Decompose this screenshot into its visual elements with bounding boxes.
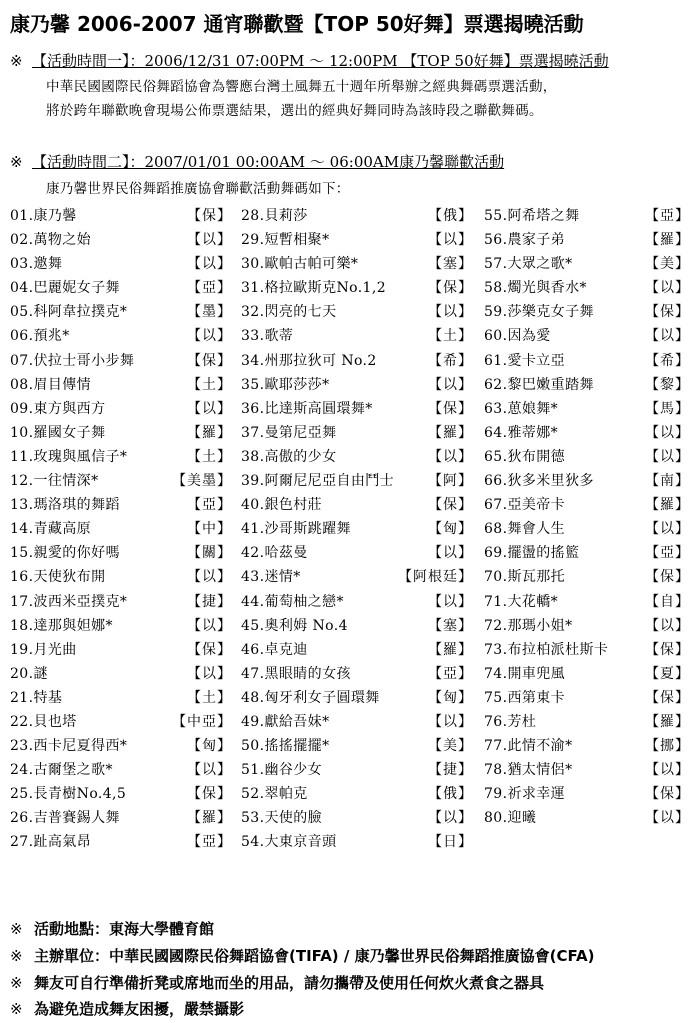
dance-origin-tag: 【以】	[187, 328, 232, 345]
dance-origin-tag: 【南】	[645, 473, 690, 490]
dance-name: 62.黎巴嫩重踏舞	[484, 376, 594, 393]
dance-name: 15.親愛的你好嗎	[10, 545, 120, 562]
dance-name: 19.月光曲	[10, 641, 77, 658]
dance-origin-tag: 【以】	[428, 448, 473, 465]
dance-origin-tag: 【保】	[645, 304, 690, 321]
dance-origin-tag: 【以】	[428, 304, 473, 321]
section-2-intro: 康乃馨世界民俗舞蹈推廣協會聯歡活動舞碼如下：	[46, 181, 350, 197]
dance-origin-tag: 【夏】	[645, 665, 690, 682]
dance-origin-tag: 【以】	[428, 810, 473, 827]
dance-name: 13.瑪洛琪的舞蹈	[10, 497, 120, 514]
dance-origin-tag: 【羅】	[187, 810, 232, 827]
dance-origin-tag: 【日】	[428, 834, 473, 851]
dance-origin-tag: 【以】	[428, 376, 473, 393]
dance-name: 30.歐帕古帕可樂*	[241, 256, 359, 273]
reference-mark: ※	[10, 52, 23, 70]
dance-name: 68.舞會人生	[484, 521, 566, 538]
dance-name: 18.達那與妲娜*	[10, 617, 113, 634]
dance-name: 08.眉目傳情	[10, 376, 92, 393]
footer-venue	[10, 918, 214, 939]
dance-name: 46.卓克迪	[241, 641, 308, 658]
dance-name: 39.阿爾尼尼亞自由鬥士	[241, 473, 395, 490]
dance-name: 49.獻給吾妹*	[241, 713, 330, 730]
dance-origin-tag: 【以】	[645, 448, 690, 465]
dance-origin-tag: 【中亞】	[172, 713, 232, 730]
dance-origin-tag: 【羅】	[428, 424, 473, 441]
dance-name: 57.大眾之歌*	[484, 256, 573, 273]
dance-name: 51.幽谷少女	[241, 762, 323, 779]
dance-origin-tag: 【以】	[428, 232, 473, 249]
dance-origin-tag: 【塞】	[428, 617, 473, 634]
dance-origin-tag: 【美墨】	[172, 473, 232, 490]
dance-origin-tag: 【保】	[187, 208, 232, 224]
dance-origin-tag: 【以】	[187, 400, 232, 417]
dance-name: 53.天使的臉	[241, 810, 323, 827]
dance-origin-tag: 【亞】	[187, 497, 232, 514]
reference-mark: ※	[10, 974, 23, 992]
dance-origin-tag: 【俄】	[428, 208, 473, 224]
dance-name: 06.預兆*	[10, 328, 70, 345]
dance-name: 21.特基	[10, 689, 63, 706]
dance-origin-tag: 【以】	[428, 593, 473, 610]
dance-origin-tag: 【自】	[645, 593, 690, 610]
dance-origin-tag: 【羅】	[428, 641, 473, 658]
dance-origin-tag: 【以】	[187, 569, 232, 586]
dance-name: 48.匈牙利女子圓環舞	[241, 689, 380, 706]
dance-name: 72.那瑪小姐*	[484, 617, 573, 634]
dance-name: 44.葡萄柚之戀*	[241, 593, 344, 610]
dance-origin-tag: 【以】	[187, 617, 232, 634]
footer-venue-text: 活動地點：東海大學體育館	[34, 920, 215, 938]
dance-name: 11.玫瑰與風信子*	[10, 448, 128, 465]
dance-name: 27.趾高氣昂	[10, 834, 92, 851]
dance-origin-tag: 【俄】	[428, 786, 473, 803]
dance-origin-tag: 【墨】	[187, 304, 232, 321]
dance-name: 47.黑眼睛的女孩	[241, 665, 351, 682]
dance-name: 52.翠帕克	[241, 786, 308, 803]
dance-name: 79.祈求幸運	[484, 786, 566, 803]
footer-notice-seating	[10, 972, 544, 993]
dance-name: 78.猶太情侶*	[484, 762, 573, 779]
dance-origin-tag: 【以】	[187, 762, 232, 779]
dance-origin-tag: 【美】	[645, 256, 690, 273]
dance-name: 02.萬物之始	[10, 232, 92, 249]
dance-origin-tag: 【匈】	[428, 521, 473, 538]
dance-name: 37.曼第尼亞舞	[241, 424, 337, 441]
dance-name: 28.貝莉莎	[241, 208, 308, 224]
dance-name: 75.西第東卡	[484, 689, 566, 706]
section-1-heading-text: 【活動時間一】：2006/12/31 07:00PM ～ 12:00PM 【TOP 50好舞】票選揭曉活動	[32, 52, 609, 70]
dance-origin-tag: 【保】	[187, 786, 232, 803]
dance-name: 70.斯瓦那托	[484, 569, 566, 586]
dance-origin-tag: 【以】	[187, 665, 232, 682]
dance-origin-tag: 【保】	[428, 280, 473, 297]
dance-origin-tag: 【羅】	[645, 713, 690, 730]
dance-name: 55.阿希塔之舞	[484, 208, 580, 224]
dance-origin-tag: 【中】	[187, 521, 232, 538]
dance-name: 61.愛卡立亞	[484, 352, 566, 369]
dance-name: 35.歐耶莎莎*	[241, 376, 330, 393]
reference-mark: ※	[10, 920, 23, 938]
dance-origin-tag: 【黎】	[645, 376, 690, 393]
dance-origin-tag: 【土】	[428, 328, 473, 345]
footer-notice-seating-text: 舞友可自行準備折凳或席地而坐的用品，請勿攜帶及使用任何炊火煮食之器具	[34, 974, 545, 992]
dance-name: 26.吉普賽錫人舞	[10, 810, 120, 827]
dance-origin-tag: 【希】	[428, 352, 473, 369]
dance-name: 66.狄多米里狄多	[484, 473, 594, 490]
dance-name: 63.葸娘舞*	[484, 400, 559, 417]
dance-origin-tag: 【土】	[187, 689, 232, 706]
footer-notice-photography-text: 為避免造成舞友困擾，嚴禁攝影	[34, 1000, 245, 1018]
dance-origin-tag: 【以】	[645, 328, 690, 345]
dance-origin-tag: 【羅】	[187, 424, 232, 441]
dance-origin-tag: 【亞】	[645, 545, 690, 562]
dance-origin-tag: 【以】	[645, 280, 690, 297]
dance-origin-tag: 【保】	[428, 497, 473, 514]
dance-name: 04.巴麗妮女子舞	[10, 280, 120, 297]
dance-name: 22.貝也塔	[10, 713, 77, 730]
dance-origin-tag: 【捷】	[187, 593, 232, 610]
dance-origin-tag: 【羅】	[645, 497, 690, 514]
dance-name: 24.古爾堡之歌*	[10, 762, 113, 779]
dance-origin-tag: 【馬】	[645, 400, 690, 417]
dance-name: 59.莎樂克女子舞	[484, 304, 594, 321]
dance-name: 14.青藏高原	[10, 521, 92, 538]
dance-origin-tag: 【保】	[187, 352, 232, 369]
dance-name: 42.哈茲曼	[241, 545, 308, 562]
reference-mark: ※	[10, 1000, 23, 1018]
dance-origin-tag: 【以】	[428, 713, 473, 730]
dance-name: 41.沙哥斯跳躍舞	[241, 521, 351, 538]
dance-origin-tag: 【保】	[645, 786, 690, 803]
dance-name: 58.燭光與香水*	[484, 280, 587, 297]
dance-name: 80.迎曦	[484, 810, 537, 827]
dance-origin-tag: 【阿】	[428, 473, 473, 490]
dance-origin-tag: 【羅】	[645, 232, 690, 249]
dance-origin-tag: 【挪】	[645, 738, 690, 755]
dance-origin-tag: 【亞】	[187, 280, 232, 297]
dance-name: 40.銀色村莊	[241, 497, 323, 514]
dance-name: 50.搖搖擺擺*	[241, 738, 330, 755]
section-2-heading-text: 【活動時間二】：2007/01/01 00:00AM ～ 06:00AM康乃馨聯歡活動	[32, 153, 505, 171]
dance-name: 25.長青樹No.4,5	[10, 786, 127, 803]
section-1-heading	[10, 50, 609, 71]
dance-origin-tag: 【亞】	[645, 208, 690, 224]
dance-origin-tag: 【以】	[645, 521, 690, 538]
dance-origin-tag: 【匈】	[428, 689, 473, 706]
dance-origin-tag: 【阿根廷】	[398, 569, 473, 586]
dance-origin-tag: 【關】	[187, 545, 232, 562]
dance-origin-tag: 【希】	[645, 352, 690, 369]
dance-origin-tag: 【捷】	[428, 762, 473, 779]
dance-origin-tag: 【保】	[645, 689, 690, 706]
dance-name: 29.短暫相聚*	[241, 232, 330, 249]
dance-name: 07.伏拉士哥小步舞	[10, 352, 135, 369]
dance-name: 16.天使狄布開	[10, 569, 106, 586]
dance-origin-tag: 【亞】	[428, 665, 473, 682]
dance-origin-tag: 【以】	[187, 256, 232, 273]
dance-origin-tag: 【以】	[428, 545, 473, 562]
dance-name: 74.開車兜風	[484, 665, 566, 682]
reference-mark: ※	[10, 153, 23, 171]
dance-name: 65.狄布開德	[484, 448, 566, 465]
section-1-line-2: 將於跨年聯歡晚會現場公佈票選結果，選出的經典好舞同時為該時段之聯歡舞碼。	[46, 103, 543, 119]
dance-name: 03.邀舞	[10, 256, 63, 273]
dance-name: 36.比達斯高圓環舞*	[241, 400, 373, 417]
dance-origin-tag: 【保】	[428, 400, 473, 417]
dance-name: 56.農家子弟	[484, 232, 566, 249]
dance-origin-tag: 【以】	[645, 424, 690, 441]
dance-origin-tag: 【保】	[187, 641, 232, 658]
dance-origin-tag: 【塞】	[428, 256, 473, 273]
dance-name: 38.高傲的少女	[241, 448, 337, 465]
section-2-heading	[10, 151, 504, 172]
dance-name: 54.大東京音頭	[241, 834, 337, 851]
dance-name: 17.波西米亞撲克*	[10, 593, 128, 610]
dance-name: 10.羅國女子舞	[10, 424, 106, 441]
dance-origin-tag: 【亞】	[187, 834, 232, 851]
dance-name: 01.康乃馨	[10, 208, 77, 224]
footer-notice-photography	[10, 998, 244, 1019]
dance-origin-tag: 【以】	[645, 617, 690, 634]
dance-name: 34.州那拉狄可 No.2	[241, 352, 377, 369]
dance-origin-tag: 【以】	[187, 232, 232, 249]
section-1-line-1: 中華民國國際民俗舞蹈協會為響應台灣土風舞五十週年所舉辦之經典舞碼票選活動，	[46, 79, 557, 95]
dance-name: 33.歌蒂	[241, 328, 294, 345]
dance-origin-tag: 【匈】	[187, 738, 232, 755]
dance-name: 69.擺盪的搖籃	[484, 545, 580, 562]
dance-name: 20.謎	[10, 665, 48, 682]
reference-mark: ※	[10, 947, 23, 965]
dance-name: 05.科阿韋拉撲克*	[10, 304, 128, 321]
dance-name: 23.西卡尼夏得西*	[10, 738, 128, 755]
page-title: 康乃馨 2006-2007 通宵聯歡暨【TOP 50好舞】票選揭曉活動	[10, 12, 584, 36]
dance-name: 60.因為愛	[484, 328, 551, 345]
dance-name: 77.此情不渝*	[484, 738, 573, 755]
dance-origin-tag: 【以】	[645, 810, 690, 827]
dance-origin-tag: 【以】	[645, 762, 690, 779]
dance-name: 32.閃亮的七天	[241, 304, 337, 321]
dance-origin-tag: 【美】	[428, 738, 473, 755]
dance-name: 71.大花轎*	[484, 593, 559, 610]
dance-name: 31.格拉歐斯克No.1,2	[241, 280, 387, 297]
dance-name: 73.布拉柏派杜斯卡	[484, 641, 609, 658]
dance-origin-tag: 【土】	[187, 448, 232, 465]
dance-name: 09.東方與西方	[10, 400, 106, 417]
footer-organizers	[10, 945, 594, 966]
dance-name: 43.迷情*	[241, 569, 301, 586]
dance-name: 12.一往情深*	[10, 473, 99, 490]
dance-name: 64.雅蒂娜*	[484, 424, 559, 441]
dance-origin-tag: 【保】	[645, 569, 690, 586]
dance-origin-tag: 【保】	[645, 641, 690, 658]
dance-name: 45.奧利姆 No.4	[241, 617, 348, 634]
footer-organizers-text: 主辦單位：中華民國國際民俗舞蹈協會(TIFA) / 康乃馨世界民俗舞蹈推廣協會(CFA)	[34, 947, 595, 965]
dance-name: 76.芳杜	[484, 713, 537, 730]
dance-name: 67.亞美帝卡	[484, 497, 566, 514]
dance-origin-tag: 【土】	[187, 376, 232, 393]
